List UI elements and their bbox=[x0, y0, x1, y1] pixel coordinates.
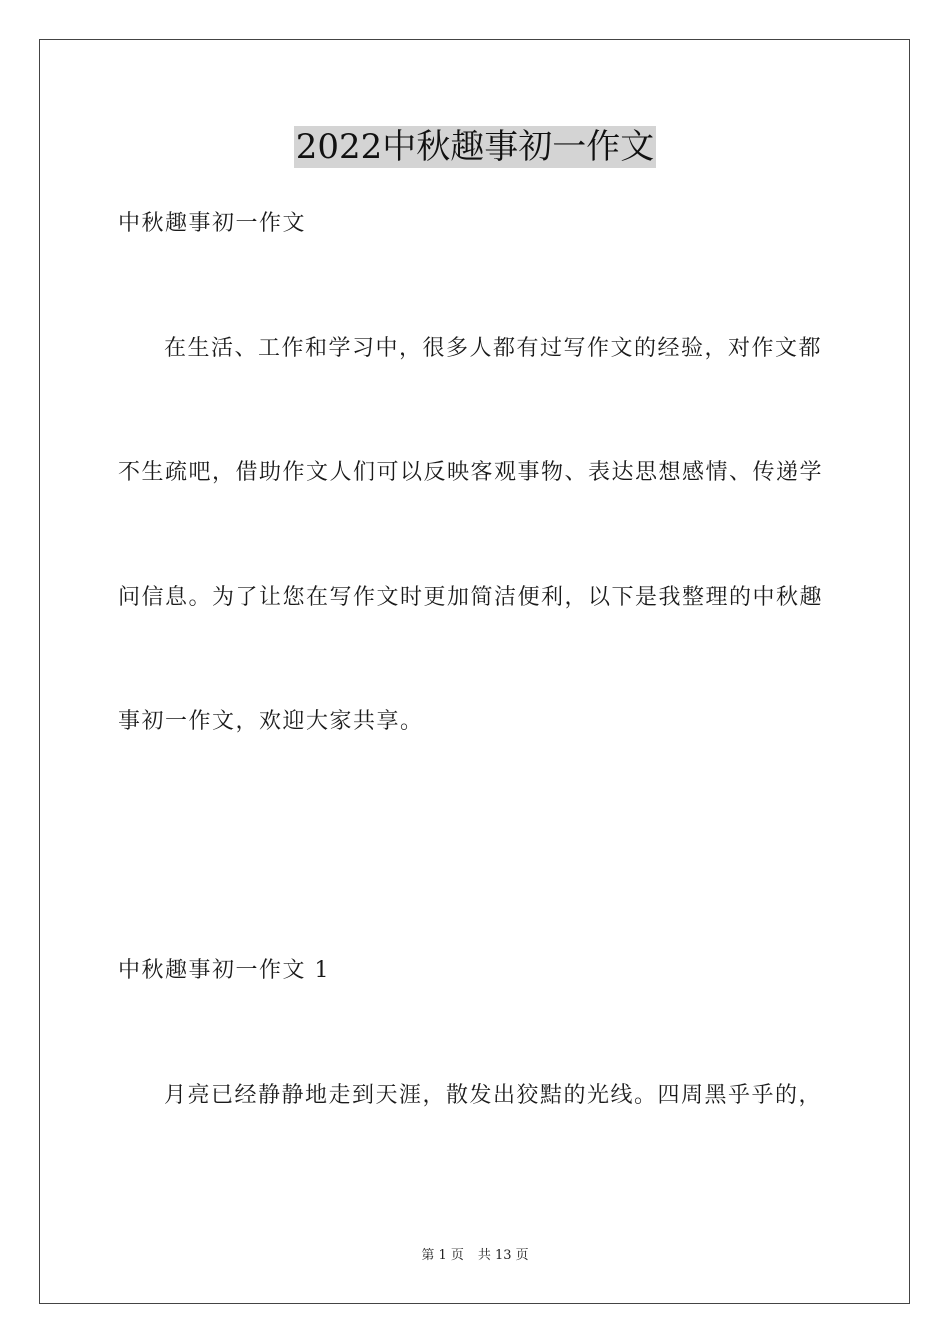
paragraph-line: 事初一作文，欢迎大家共享。 bbox=[118, 709, 424, 734]
document-title: 2022中秋趣事初一作文 bbox=[295, 127, 655, 167]
paragraph-line: 不生疏吧，借助作文人们可以反映客观事物、表达思想感情、传递学 bbox=[118, 460, 824, 485]
document-subtitle: 中秋趣事初一作文 bbox=[118, 211, 307, 236]
title-container bbox=[0, 126, 950, 168]
paragraph-line: 问信息。为了让您在写作文时更加简洁便利，以下是我整理的中秋趣 bbox=[118, 585, 824, 610]
page-number: 第 1 页 bbox=[421, 1248, 464, 1263]
page-total: 共 13 页 bbox=[477, 1248, 529, 1263]
paragraph-line: 月亮已经静静地走到天涯，散发出狡黠的光线。四周黑乎乎的， bbox=[164, 1083, 823, 1108]
page-footer bbox=[0, 1247, 950, 1265]
section-heading: 中秋趣事初一作文 1 bbox=[118, 958, 330, 983]
paragraph-line: 在生活、工作和学习中，很多人都有过写作文的经验，对作文都 bbox=[164, 336, 823, 361]
